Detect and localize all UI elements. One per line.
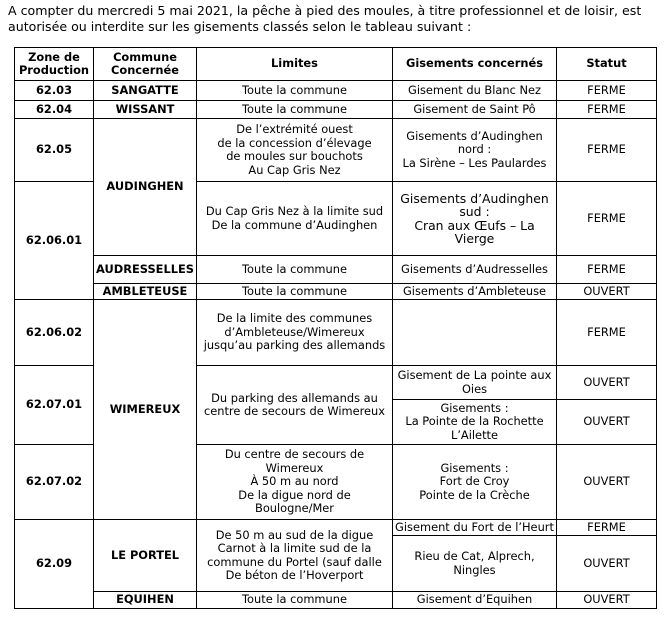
table-row: [15, 119, 657, 182]
zone-cell: 62.07.02: [15, 445, 94, 520]
gisement-cell: Gisements d’Ambleteuse: [393, 284, 557, 300]
table-row: [15, 592, 657, 609]
table-header-row: [15, 48, 657, 81]
statut-cell: FERME: [557, 256, 657, 284]
commune-cell: LE PORTEL: [94, 520, 197, 592]
gisement-cell: Gisement d’Equihen: [393, 592, 557, 609]
commune-cell: AUDINGHEN: [94, 119, 197, 256]
limites-cell: Toute la commune: [197, 81, 393, 101]
statut-cell: OUVERT: [557, 400, 657, 445]
table-row: [15, 256, 657, 284]
commune-cell: EQUIHEN: [94, 592, 197, 609]
table-row: [15, 300, 657, 366]
gisement-cell: Gisement de La pointe aux Oies: [393, 366, 557, 400]
statut-cell: FERME: [557, 520, 657, 536]
zone-cell: 62.07.01: [15, 366, 94, 445]
zone-cell: 62.04: [15, 101, 94, 119]
table-row: [15, 520, 657, 536]
limites-cell: Toute la commune: [197, 256, 393, 284]
limites-cell: Du centre de secours de Wimereux À 50 m au nord De la digue nord de Boulogne/Mer: [197, 445, 393, 520]
limites-cell: Toute la commune: [197, 101, 393, 119]
commune-cell: SANGATTE: [94, 81, 197, 101]
header-commune: Commune Concernée: [94, 48, 197, 81]
limites-cell: De la limite des communes d’Ambleteuse/Wimereux jusqu’au parking des allemands: [197, 300, 393, 366]
commune-cell: AMBLETEUSE: [94, 284, 197, 300]
commune-cell: AUDRESSELLES: [94, 256, 197, 284]
header-statut: Statut: [557, 48, 657, 81]
table-row: [15, 101, 657, 119]
gisement-cell: Rieu de Cat, Alprech, Ningles: [393, 536, 557, 592]
commune-cell: WISSANT: [94, 101, 197, 119]
statut-cell: OUVERT: [557, 366, 657, 400]
limites-cell: De 50 m au sud de la digue Carnot à la limite sud de la commune du Portel (sauf dalle De béton de l’Hoverport: [197, 520, 393, 592]
zone-cell: 62.09: [15, 520, 94, 609]
gisement-cell: Gisements d’Audresselles: [393, 256, 557, 284]
header-limites: Limites: [197, 48, 393, 81]
zone-cell: 62.06.02: [15, 300, 94, 366]
table-row: [15, 284, 657, 300]
statut-cell: FERME: [557, 182, 657, 256]
gisement-cell: Gisement du Blanc Nez: [393, 81, 557, 101]
statut-cell: OUVERT: [557, 536, 657, 592]
header-gisements: Gisements concernés: [393, 48, 557, 81]
limites-cell: Toute la commune: [197, 592, 393, 609]
intro-paragraph: A compter du mercredi 5 mai 2021, la pêche à pied des moules, à titre professionnel et de loisir, est autorisée ou interdite sur les gisements classés selon le tableau suivant :: [8, 3, 642, 34]
limites-cell: Du Cap Gris Nez à la limite sud De la commune d’Audinghen: [197, 182, 393, 256]
limites-cell: Toute la commune: [197, 284, 393, 300]
table-row: [15, 81, 657, 101]
statut-cell: OUVERT: [557, 284, 657, 300]
statut-cell: OUVERT: [557, 445, 657, 520]
fishing-status-table: [14, 47, 657, 609]
zone-cell: 62.03: [15, 81, 94, 101]
gisement-cell: Gisement du Fort de l’Heurt: [393, 520, 557, 536]
header-zone: Zone de Production: [15, 48, 94, 81]
statut-cell: OUVERT: [557, 592, 657, 609]
zone-cell: 62.06.01: [15, 182, 94, 300]
statut-cell: FERME: [557, 119, 657, 182]
statut-cell: FERME: [557, 101, 657, 119]
commune-cell: WIMEREUX: [94, 300, 197, 520]
limites-cell: De l’extrémité ouest de la concession d’élevage de moules sur bouchots Au Cap Gris Nez: [197, 119, 393, 182]
limites-cell: Du parking des allemands au centre de secours de Wimereux: [197, 366, 393, 445]
statut-cell: FERME: [557, 81, 657, 101]
gisement-cell: Gisements : La Pointe de la Rochette L’Ailette: [393, 400, 557, 445]
gisement-cell: Gisements : Fort de Croy Pointe de la Crèche: [393, 445, 557, 520]
zone-cell: 62.05: [15, 119, 94, 182]
statut-cell: FERME: [557, 300, 657, 366]
gisement-cell: Gisements d’Audinghen nord : La Sirène – Les Paulardes: [393, 119, 557, 182]
gisement-cell: Gisements d’Audinghen sud : Cran aux Œufs – La Vierge: [393, 182, 557, 256]
gisement-cell: [393, 300, 557, 366]
gisement-cell: Gisement de Saint Pô: [393, 101, 557, 119]
